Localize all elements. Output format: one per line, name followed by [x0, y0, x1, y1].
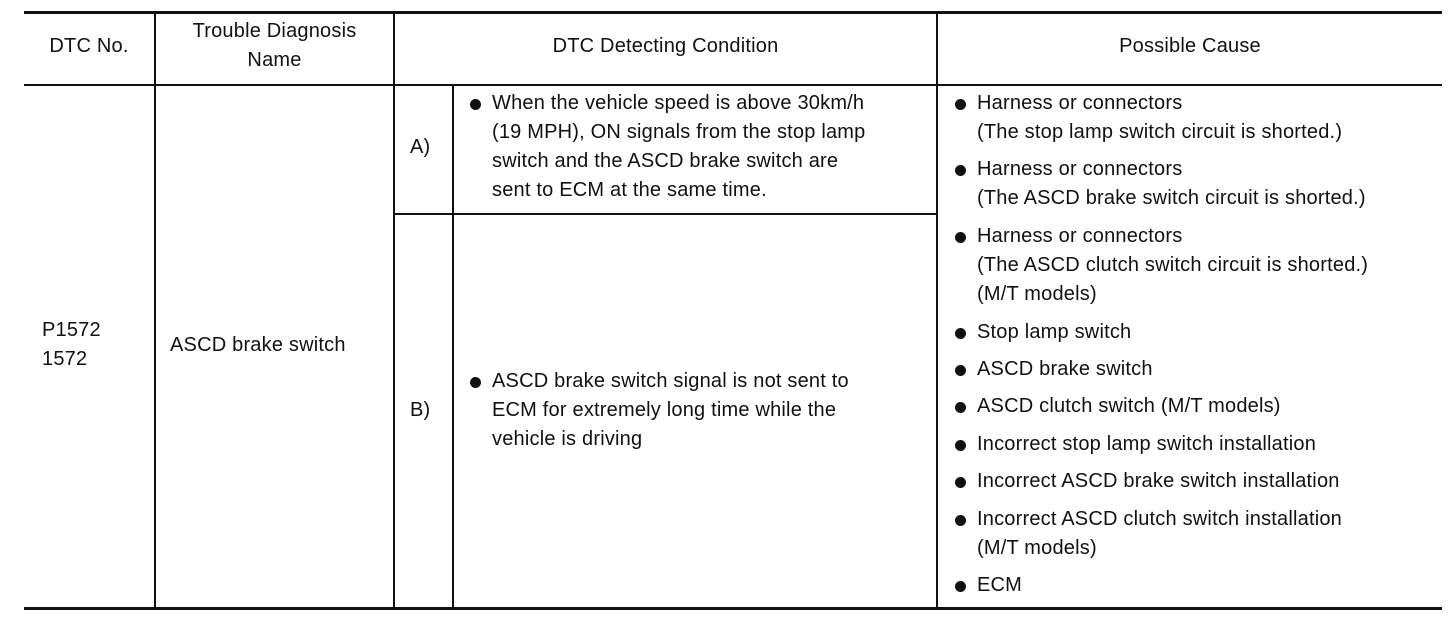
cause-text: ASCD brake switch [977, 358, 1153, 380]
condition-divider [394, 213, 937, 215]
dtc-number: P1572 1572 [42, 319, 101, 370]
column-divider-3 [452, 85, 454, 608]
cause-text: Harness or connectors (The ASCD clutch switch circuit is shorted.) (M/T models) [977, 225, 1369, 305]
bullet-dot-icon [955, 477, 966, 488]
condition-label-b: B) [410, 399, 431, 421]
table-top-border [24, 11, 1442, 14]
cause-text: Harness or connectors (The stop lamp switch circuit is shorted.) [977, 92, 1343, 143]
condition-label-a: A) [410, 136, 431, 158]
cause-text: Incorrect ASCD brake switch installation [977, 470, 1340, 492]
bullet-dot-icon [955, 515, 966, 526]
bullet-dot-icon [470, 377, 481, 388]
cause-text: ECM [977, 574, 1023, 596]
header-dtc-no: DTC No. [49, 35, 129, 57]
bullet-dot-icon [955, 328, 966, 339]
header-detecting-condition: DTC Detecting Condition [552, 35, 779, 57]
bullet-dot-icon [955, 402, 966, 413]
table-bottom-border [24, 607, 1442, 610]
bullet-dot-icon [955, 99, 966, 110]
cause-text: Stop lamp switch [977, 321, 1132, 343]
bullet-dot-icon [470, 99, 481, 110]
header-bottom-border [24, 84, 1442, 86]
bullet-dot-icon [955, 165, 966, 176]
condition-text-b: ASCD brake switch signal is not sent to ECM for extremely long time while the vehicle is driving [492, 370, 849, 450]
condition-text-a: When the vehicle speed is above 30km/h (19 MPH), ON signals from the stop lamp switch and the ASCD brake switch are sent to ECM at the same time. [492, 92, 866, 201]
bullet-dot-icon [955, 440, 966, 451]
cause-text: ASCD clutch switch (M/T models) [977, 395, 1281, 417]
column-divider-1 [154, 13, 156, 608]
bullet-dot-icon [955, 581, 966, 592]
cause-text: Harness or connectors (The ASCD brake switch circuit is shorted.) [977, 158, 1366, 209]
header-diagnosis-name: Trouble Diagnosis Name [192, 20, 357, 71]
header-possible-cause: Possible Cause [1119, 35, 1261, 57]
bullet-dot-icon [955, 365, 966, 376]
diagnosis-name: ASCD brake switch [170, 334, 346, 356]
cause-text: Incorrect ASCD clutch switch installation (M/T models) [977, 508, 1343, 559]
bullet-dot-icon [955, 232, 966, 243]
column-divider-2 [393, 13, 395, 608]
cause-text: Incorrect stop lamp switch installation [977, 433, 1317, 455]
